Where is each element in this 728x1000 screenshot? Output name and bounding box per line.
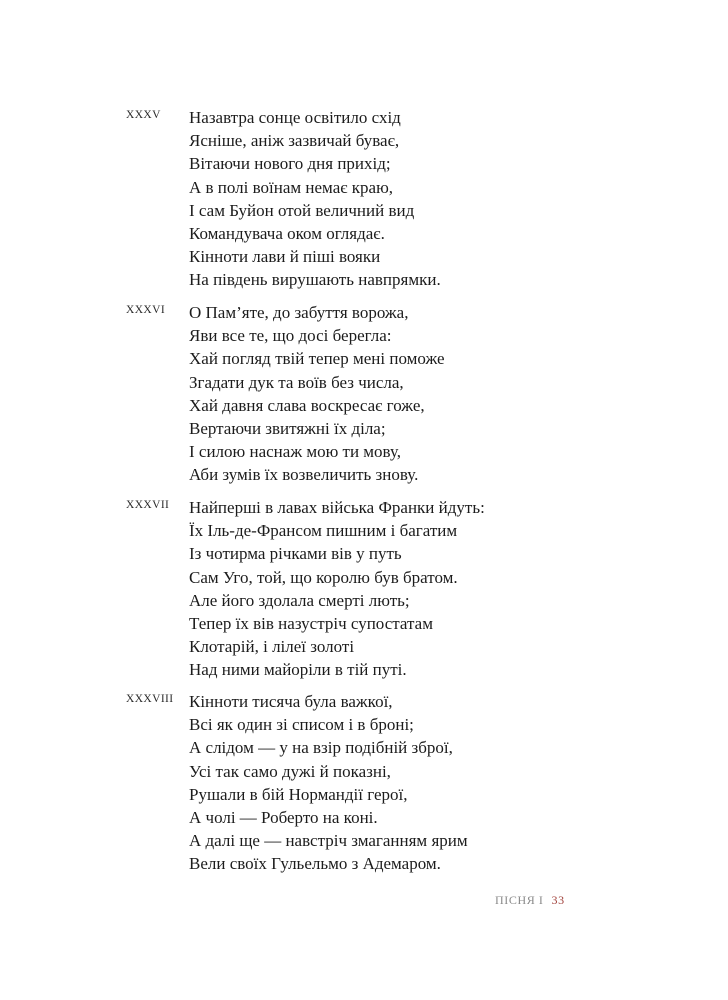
verse-line: Згадати дук та воїв без числа,: [189, 372, 404, 392]
verse-line: Усі так само дужі й показні,: [189, 761, 391, 781]
verse-line: І сам Буйон отой величний вид: [189, 200, 415, 220]
verse-line: Кінноти тисяча була важкої,: [189, 692, 393, 711]
stanza-numeral: XXXV: [126, 109, 161, 121]
verse-line: Вітаючи нового дня прихід;: [189, 154, 391, 174]
verse-line: Яви все те, що досі берегла:: [189, 326, 392, 346]
verse-line: Хай погляд твій тепер мені поможе: [189, 349, 445, 369]
page-number: 33: [551, 893, 565, 907]
verse-line: О Пам’яте, до забуття ворожа,: [189, 303, 409, 322]
stanza-lines: [189, 106, 441, 292]
verse-line: Їх Іль-де-Франсом пишним і багатим: [189, 521, 458, 541]
verse-line: А в полі воїнам немає краю,: [189, 177, 394, 197]
verse-line: А чолі — Роберто на коні.: [189, 808, 378, 828]
verse-line: Хай давня слава воскресає гоже,: [189, 395, 425, 415]
stanza-lines: [189, 301, 445, 487]
verse-line: Із чотирма річками вів у путь: [189, 544, 402, 564]
stanza-lines: [189, 690, 468, 876]
verse-line: І силою наснаж мою ти мову,: [189, 442, 402, 462]
verse-line: Сам Уго, той, що королю був братом.: [189, 567, 458, 587]
running-section-title: ПІСНЯ I: [495, 893, 544, 907]
verse-line: Ясніше, аніж зазвичай буває,: [189, 131, 400, 151]
stanza-lines: [189, 496, 485, 682]
verse-line: Але його здолала смерті лють;: [189, 590, 410, 610]
verse-line: Назавтра сонце освітило схід: [189, 108, 401, 127]
verse-line: Рушали в бій Нормандії герої,: [189, 784, 408, 804]
verse-line: Всі як один зі списом і в броні;: [189, 715, 414, 735]
verse-line: На південь вирушають навпрямки.: [189, 270, 441, 290]
verse-line: Клотарій, і лілеї золоті: [189, 637, 355, 657]
stanza-numeral: XXXVIII: [126, 693, 174, 705]
verse-line: Найперші в лавах війська Франки йдуть:: [189, 498, 485, 517]
verse-line: Командувача оком оглядає.: [189, 224, 385, 244]
verse-line: Вели своїх Гульельмо з Адемаром.: [189, 854, 441, 874]
verse-line: Вертаючи звитяжні їх діла;: [189, 419, 386, 439]
verse-line: А далі ще — навстріч змаганням ярим: [189, 831, 468, 851]
verse-line: Тепер їх вів назустріч супостатам: [189, 614, 433, 634]
stanza-numeral: XXXVI: [126, 304, 166, 316]
stanza-numeral: XXXVII: [126, 499, 170, 511]
verse-line: Кінноти лави й піші вояки: [189, 247, 381, 267]
verse-line: Над ними майоріли в тій путі.: [189, 660, 407, 680]
page-footer: [495, 893, 565, 908]
verse-line: Аби зумів їх возвеличить знову.: [189, 465, 419, 485]
verse-line: А слідом — у на взір подібній зброї,: [189, 738, 453, 758]
